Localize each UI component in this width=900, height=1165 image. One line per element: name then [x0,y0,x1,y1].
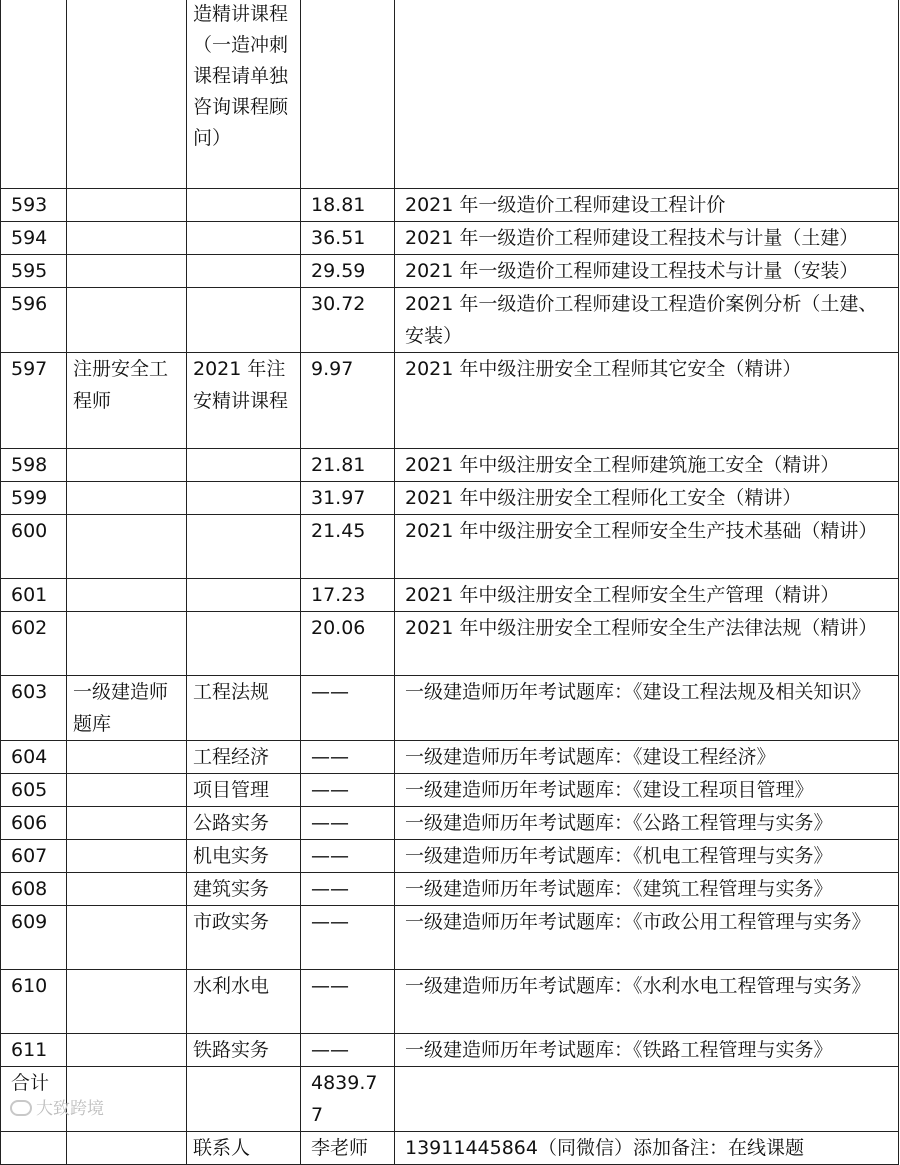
cell-course: 公路实务 [187,807,301,840]
cell-no: 610 [1,970,67,1034]
cell-price: 21.81 [301,449,395,482]
cell-course [187,449,301,482]
cell-no: 607 [1,840,67,873]
cell-name: 一级建造师历年考试题库：《建设工程经济》 [395,741,899,774]
cell-price: —— [301,774,395,807]
cell-price: —— [301,840,395,873]
cell-category [67,807,187,840]
cell-category: 一级建造师题库 [67,676,187,741]
camera-circle-icon [10,1100,32,1116]
table-row [1,255,899,288]
cell-name: 2021 年一级造价工程师建设工程计价 [395,189,899,222]
cell-course: 建筑实务 [187,873,301,906]
table-row [1,906,899,970]
cell-no: 603 [1,676,67,741]
cell-course [187,255,301,288]
cell-price: 9.97 [301,353,395,449]
cell-name [395,0,899,189]
table-row [1,612,899,676]
cell-no [1,1132,67,1165]
cell-category [67,612,187,676]
cell-category [67,222,187,255]
cell-course: 市政实务 [187,906,301,970]
cell-course [187,288,301,353]
contact-info: 13911445864（同微信）添加备注：在线课题 [395,1132,899,1165]
cell-course [187,189,301,222]
cell-course: 项目管理 [187,774,301,807]
cell-course [187,515,301,579]
cell-course [187,612,301,676]
table-row [1,741,899,774]
cell-price: —— [301,807,395,840]
cell-name: 2021 年一级造价工程师建设工程技术与计量（安装） [395,255,899,288]
cell-category [67,482,187,515]
cell-no: 599 [1,482,67,515]
cell-price: 30.72 [301,288,395,353]
cell-name: 2021 年中级注册安全工程师安全生产管理（精讲） [395,579,899,612]
cell-category [67,449,187,482]
contact-row [1,1132,899,1165]
cell-category [67,774,187,807]
cell-name: 一级建造师历年考试题库：《建设工程项目管理》 [395,774,899,807]
cell-name: 一级建造师历年考试题库：《市政公用工程管理与实务》 [395,906,899,970]
cell-name: 2021 年中级注册安全工程师安全生产技术基础（精讲） [395,515,899,579]
watermark [10,1094,104,1119]
cell-course: 工程法规 [187,676,301,741]
cell-category [67,515,187,579]
cell-price: 31.97 [301,482,395,515]
cell-name: 2021 年中级注册安全工程师建筑施工安全（精讲） [395,449,899,482]
cell-price: —— [301,970,395,1034]
cell-category: 注册安全工程师 [67,353,187,449]
cell-price: 17.23 [301,579,395,612]
cell-name: 2021 年一级造价工程师建设工程造价案例分析（土建、安装） [395,288,899,353]
cell-name: 一级建造师历年考试题库：《铁路工程管理与实务》 [395,1034,899,1067]
table-row [1,515,899,579]
cell-category [67,255,187,288]
cell-name: 2021 年一级造价工程师建设工程技术与计量（土建） [395,222,899,255]
cell-price: 21.45 [301,515,395,579]
cell-price: —— [301,873,395,906]
cell-price: 36.51 [301,222,395,255]
table-row [1,449,899,482]
contact-label: 联系人 [187,1132,301,1165]
cell-category [67,873,187,906]
cell-course: 铁路实务 [187,1034,301,1067]
cell-category [67,0,187,189]
cell-no: 606 [1,807,67,840]
table-row [1,579,899,612]
cell-category [67,970,187,1034]
cell-course [187,222,301,255]
cell-course: 造精讲课程（一造冲刺课程请单独咨询课程顾问） [187,0,301,189]
table-row [1,676,899,741]
cell-category [67,741,187,774]
total-price: 4839.77 [301,1067,395,1132]
table-row [1,807,899,840]
cell-price [301,0,395,189]
cell-category [67,906,187,970]
cell-no: 611 [1,1034,67,1067]
cell-no: 608 [1,873,67,906]
cell-no: 594 [1,222,67,255]
table-row [1,873,899,906]
total-label: 合计 [1,1067,67,1132]
cell-no: 604 [1,741,67,774]
contact-person: 李老师 [301,1132,395,1165]
cell-no: 598 [1,449,67,482]
table-row [1,1034,899,1067]
cell-course: 水利水电 [187,970,301,1034]
cell-price: —— [301,1034,395,1067]
cell-price: 18.81 [301,189,395,222]
table-row-top [1,0,899,189]
cell-name: 2021 年中级注册安全工程师化工安全（精讲） [395,482,899,515]
cell-course: 2021 年注安精讲课程 [187,353,301,449]
cell-course [187,482,301,515]
cell-no: 609 [1,906,67,970]
cell-price: 29.59 [301,255,395,288]
cell-category [67,288,187,353]
cell-name: 2021 年中级注册安全工程师安全生产法律法规（精讲） [395,612,899,676]
table-row [1,189,899,222]
table-row [1,222,899,255]
cell-no: 605 [1,774,67,807]
cell-no: 595 [1,255,67,288]
cell-no: 600 [1,515,67,579]
cell-no: 593 [1,189,67,222]
table-row [1,482,899,515]
cell-no: 602 [1,612,67,676]
table-row [1,840,899,873]
cell-no: 597 [1,353,67,449]
cell-course: 工程经济 [187,741,301,774]
cell-category [67,189,187,222]
watermark-text: 大致跨境 [36,1099,104,1119]
cell-name: 一级建造师历年考试题库：《公路工程管理与实务》 [395,807,899,840]
cell-no [1,0,67,189]
cell-course: 机电实务 [187,840,301,873]
cell-price: —— [301,906,395,970]
cell-name: 一级建造师历年考试题库：《建设工程法规及相关知识》 [395,676,899,741]
cell-no: 601 [1,579,67,612]
cell-name: 一级建造师历年考试题库：《建筑工程管理与实务》 [395,873,899,906]
table-row [1,774,899,807]
cell-price: 20.06 [301,612,395,676]
cell-name: 一级建造师历年考试题库：《机电工程管理与实务》 [395,840,899,873]
cell-no: 596 [1,288,67,353]
table-row [1,353,899,449]
cell-name: 一级建造师历年考试题库：《水利水电工程管理与实务》 [395,970,899,1034]
cell-course [187,579,301,612]
cell-name: 2021 年中级注册安全工程师其它安全（精讲） [395,353,899,449]
cell-category [67,1132,187,1165]
cell-category [67,579,187,612]
cell-category [67,1034,187,1067]
table-row [1,288,899,353]
cell-category [67,840,187,873]
cell-price: —— [301,676,395,741]
table-row [1,970,899,1034]
cell-price: —— [301,741,395,774]
